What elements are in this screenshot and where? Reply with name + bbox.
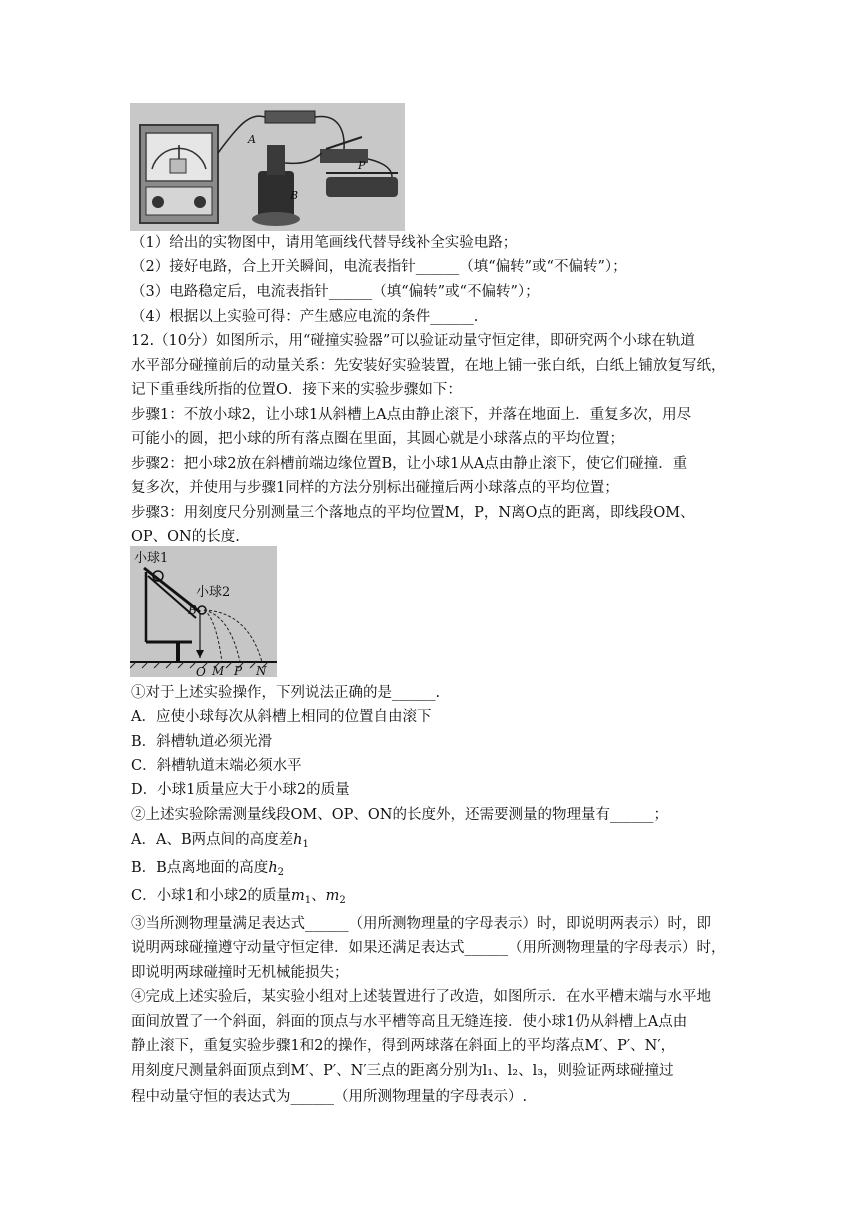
part1-option-a: A．应使小球每次从斜槽上相同的位置自由滚下 xyxy=(131,709,432,725)
q12-intro-line2: 水平部分碰撞前后的动量关系：先安装好实验装置，在地上铺一张白纸，白纸上铺放复写纸， xyxy=(131,358,726,374)
label-P: P xyxy=(358,159,366,172)
m2-symbol: m xyxy=(325,888,340,904)
label-P-point: P xyxy=(234,664,243,677)
label-M: M xyxy=(212,664,225,677)
label-ball1: 小球1 xyxy=(134,551,169,566)
part4-line5: 程中动量守恒的表达式为______（用所测物理量的字母表示）. xyxy=(131,1089,528,1105)
part2-option-a xyxy=(131,829,309,856)
label-A: A xyxy=(248,133,256,146)
part2-option-b xyxy=(131,857,284,884)
mass-separator: 、 xyxy=(311,888,326,904)
h1-subscript: 1 xyxy=(302,839,309,850)
part4-line3: 静止滚下，重复实验步骤1和2的操作，得到两球落在斜面上的平均落点M′、P′、N′， xyxy=(131,1038,676,1054)
circuit-apparatus-drawing xyxy=(130,103,405,231)
q11-part3: （3）电路稳定后，电流表指针______（填“偏转”或“不偏转”）； xyxy=(131,284,540,300)
part3-line1: ③当所测物理量满足表达式______（用所测物理量的字母表示）时，即说明两表示）时，即 xyxy=(131,916,711,932)
step3-line2: OP、ON的长度. xyxy=(131,529,240,545)
part1-option-c: C．斜槽轨道末端必须水平 xyxy=(131,758,302,774)
step2-line2: 复多次，并使用与步骤1同样的方法分别标出碰撞后两小球落点的平均位置； xyxy=(131,480,619,496)
h2-subscript: 2 xyxy=(277,867,285,878)
part2-option-a-text: A．A、B两点间的高度差 xyxy=(131,832,294,848)
q11-part2: （2）接好电路，合上开关瞬间，电流表指针______（填“偏转”或“不偏转”）； xyxy=(131,259,627,275)
part4-line2: 面间放置了一个斜面，斜面的顶点与水平槽等高且无缝连接．使小球1仍从斜槽上A点由 xyxy=(131,1014,688,1030)
m2-subscript: 2 xyxy=(339,895,346,906)
part4-line1: ④完成上述实验后，某实验小组对上述装置进行了改造，如图所示．在水平槽末端与水平地 xyxy=(131,989,711,1005)
part3-line3: 即说明两球碰撞时无机械能损失； xyxy=(131,965,349,981)
label-ball2: 小球2 xyxy=(196,585,231,600)
collision-apparatus-drawing xyxy=(130,546,277,677)
step3-line1: 步骤3：用刻度尺分别测量三个落地点的平均位置M，P，N离O点的距离，即线段OM、 xyxy=(131,505,695,521)
part1-question: ①对于上述实验操作，下列说法正确的是______. xyxy=(131,685,441,701)
q12-intro-line3: 记下重垂线所指的位置O．接下来的实验步骤如下： xyxy=(131,382,462,398)
label-N: N xyxy=(256,664,267,677)
label-B-point: B xyxy=(188,603,197,617)
part2-option-c-text: C．小球1和小球2的质量 xyxy=(131,888,292,904)
m1-symbol: m xyxy=(291,888,305,904)
part4-line4: 用刻度尺测量斜面顶点到M′、P′、N′三点的距离分别为l₁、l₂、l₃，则验证两球碰撞过 xyxy=(131,1063,674,1079)
label-B: B xyxy=(290,189,299,202)
q12-intro-line1: 12.（10分）如图所示，用“碰撞实验器”可以验证动量守恒定律，即研究两个小球在轨道 xyxy=(131,333,695,349)
step1-line2: 可能小的圆，把小球的所有落点圈在里面，其圆心就是小球落点的平均位置； xyxy=(131,431,624,447)
h2-symbol: h xyxy=(268,860,278,876)
part2-option-b-text: B．B点离地面的高度 xyxy=(131,860,269,876)
part2-option-c xyxy=(131,885,346,912)
step1-line1: 步骤1：不放小球2，让小球1从斜槽上A点由静止滚下，并落在地面上．重复多次，用尽 xyxy=(131,407,692,423)
part3-line2: 说明两球碰撞遵守动量守恒定律．如果还满足表达式______（用所测物理量的字母表示）时， xyxy=(131,940,726,956)
m1-subscript: 1 xyxy=(304,895,312,906)
collision-apparatus-figure xyxy=(130,546,277,677)
h1-symbol: h xyxy=(293,832,303,848)
step2-line1: 步骤2：把小球2放在斜槽前端边缘位置B，让小球1从A点由静止滚下，使它们碰撞．重 xyxy=(131,456,688,472)
q11-part1: （1）给出的实物图中，请用笔画线代替导线补全实验电路； xyxy=(131,235,518,251)
part2-question: ②上述实验除需测量线段OM、OP、ON的长度外，还需要测量的物理量有______； xyxy=(131,807,668,823)
part1-option-b: B．斜槽轨道必须光滑 xyxy=(131,734,273,750)
label-O: O xyxy=(196,665,206,677)
q11-part4: （4）根据以上实验可得：产生感应电流的条件______. xyxy=(131,309,479,325)
part1-option-d: D．小球1质量应大于小球2的质量 xyxy=(131,782,350,798)
circuit-apparatus-figure xyxy=(130,103,405,231)
